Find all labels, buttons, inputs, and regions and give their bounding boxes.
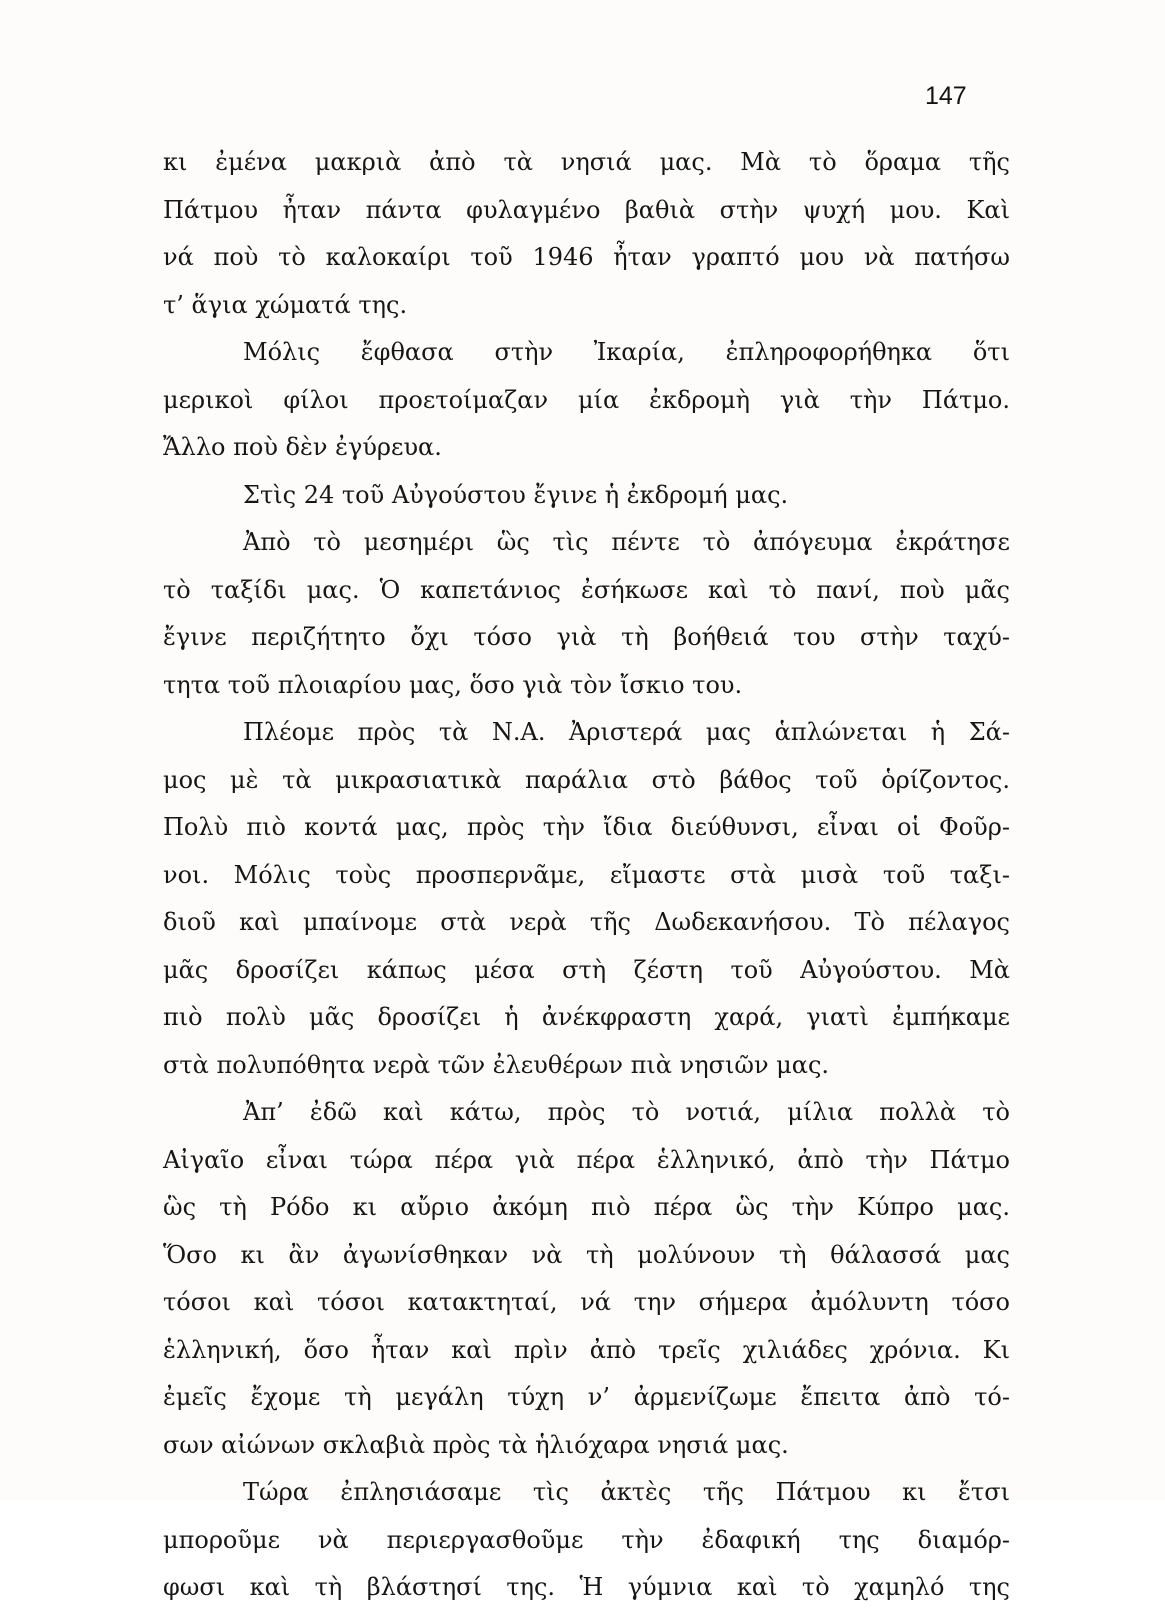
text-line: Πάτμου ἦταν πάντα φυλαγμένο βαθιὰ στὴν ψυχή μου. Καὶ [163,195,1010,224]
text-line: Ὅσο κι ἂν ἀγωνίσθηκαν νὰ τὴ μολύνουν τὴ θάλασσά μας [163,1240,1010,1269]
text-line: μᾶς δροσίζει κάπως μέσα στὴ ζέστη τοῦ Αὐγούστου. Μὰ [163,955,1010,984]
text-line: Πλέομε πρὸς τὰ Ν.Α. Ἀριστερά μας ἁπλώνεται ἡ Σά- [243,718,1010,746]
text-line: Ἄλλο ποὺ δὲν ἐγύρευα. [163,433,442,461]
text-line: ἑλληνική, ὅσο ἦταν καὶ πρὶν ἀπὸ τρεῖς χιλιάδες χρόνια. Κι [163,1335,1010,1364]
text-line: Ἀπ’ ἐδῶ καὶ κάτω, πρὸς τὸ νοτιά, μίλια πολλὰ τὸ [243,1098,1010,1126]
text-line: σων αἰώνων σκλαβιὰ πρὸς τὰ ἡλιόχαρα νησιά μας. [163,1430,789,1459]
text-line: κι ἐμένα μακριὰ ἀπὸ τὰ νησιά μας. Μὰ τὸ ὅραμα τῆς [163,148,1010,176]
page-number: 147 [925,82,967,110]
text-line: νά ποὺ τὸ καλοκαίρι τοῦ 1946 ἦταν γραπτό μου νὰ πατήσω [163,243,1010,271]
text-line: Αἰγαῖο εἶναι τώρα πέρα γιὰ πέρα ἑλληνικό, ἀπὸ τὴν Πάτμο [163,1145,1010,1174]
text-line: ἔγινε περιζήτητο ὄχι τόσο γιὰ τὴ βοήθειά του στὴν ταχύ- [163,623,1010,651]
text-line: νοι. Μόλις τοὺς προσπερνᾶμε, εἴμαστε στὰ μισὰ τοῦ ταξι- [163,860,1010,889]
text-line: τ’ ἅγια χώματά της. [163,290,408,319]
text-line: Πολὺ πιὸ κοντά μας, πρὸς τὴν ἴδια διεύθυνσι, εἶναι οἱ Φοῦρ- [163,813,1010,841]
text-line: τητα τοῦ πλοιαρίου μας, ὅσο γιὰ τὸν ἴσκιο του. [163,670,743,699]
text-line: φωσι καὶ τὴ βλάστησί της. Ἡ γύμνια καὶ τὸ χαμηλό της [163,1573,1010,1601]
text-line: τόσοι καὶ τόσοι κατακτηταί, νά την σήμερα ἀμόλυντη τόσο [163,1288,1010,1316]
text-line: ἐμεῖς ἔχομε τὴ μεγάλη τύχη ν’ ἀρμενίζωμε ἔπειτα ἀπὸ τό- [163,1383,1010,1411]
text-line: Μόλις ἔφθασα στὴν Ἰκαρία, ἐπληροφορήθηκα ὅτι [243,338,1010,366]
text-line: μος μὲ τὰ μικρασιατικὰ παράλια στὸ βάθος τοῦ ὁρίζοντος. [163,765,1010,794]
text-line: διοῦ καὶ μπαίνομε στὰ νερὰ τῆς Δωδεκανήσου. Τὸ πέλαγος [163,908,1010,936]
text-line: μποροῦμε νὰ περιεργασθοῦμε τὴν ἐδαφική της διαμόρ- [163,1525,1010,1554]
body-text [163,139,1010,1612]
text-line: Ἀπὸ τὸ μεσημέρι ὣς τὶς πέντε τὸ ἀπόγευμα ἐκράτησε [243,528,1010,556]
text-line: μερικοὶ φίλοι προετοίμαζαν μία ἐκδρομὴ γιὰ τὴν Πάτμο. [163,385,1010,414]
text-line: στὰ πολυπόθητα νερὰ τῶν ἐλευθέρων πιὰ νησιῶν μας. [163,1050,830,1079]
text-line: Τώρα ἐπλησιάσαμε τὶς ἀκτὲς τῆς Πάτμου κι ἔτσι [243,1478,1010,1506]
text-line: Στὶς 24 τοῦ Αὐγούστου ἔγινε ἡ ἐκδρομή μας. [243,480,789,509]
text-line: πιὸ πολὺ μᾶς δροσίζει ἡ ἀνέκφραστη χαρά, γιατὶ ἐμπήκαμε [163,1003,1010,1031]
text-line: ὣς τὴ Ρόδο κι αὔριο ἀκόμη πιὸ πέρα ὣς τὴν Κύπρο μας. [163,1193,1010,1221]
text-line: τὸ ταξίδι μας. Ὁ καπετάνιος ἐσήκωσε καὶ τὸ πανί, ποὺ μᾶς [163,575,1010,604]
